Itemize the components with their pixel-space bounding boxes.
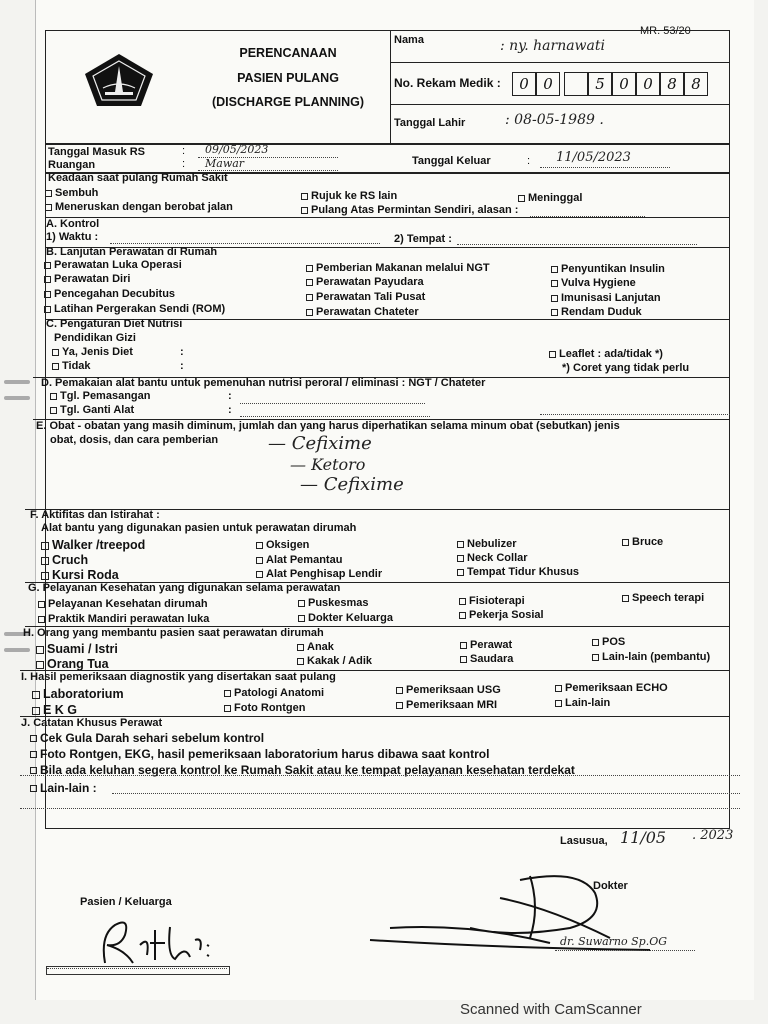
checkbox[interactable] xyxy=(297,658,304,665)
diet-coret-note: *) Coret yang tidak perlu xyxy=(562,362,690,374)
checkbox[interactable] xyxy=(44,291,51,298)
checkbox[interactable] xyxy=(306,279,313,286)
doctor-signature xyxy=(350,868,650,963)
orang-item[interactable]: Kakak / Adik xyxy=(297,655,372,667)
kontrol-waktu: 1) Waktu : xyxy=(46,231,99,243)
checkbox[interactable] xyxy=(36,661,44,669)
obat-entry[interactable]: — Ketoro xyxy=(290,455,366,474)
lanjutan-item[interactable]: Rendam Duduk xyxy=(551,306,642,318)
pelayanan-label: G. Pelayanan Kesehatan yang digunakan selama perawatan xyxy=(28,582,341,594)
checkbox[interactable] xyxy=(551,280,558,287)
tgl-pemasangan[interactable]: Tgl. Pemasangan xyxy=(50,390,150,402)
checkbox[interactable] xyxy=(555,685,562,692)
pelayanan-item[interactable]: Speech terapi xyxy=(622,592,704,604)
aktifitas-label: F. Aktifitas dan Istirahat : xyxy=(30,509,160,521)
keadaan-opt-jalan[interactable]: Meneruskan dengan berobat jalan xyxy=(45,201,233,213)
diagnostik-label: I. Hasil pemeriksaan diagnostik yang disertakan saat pulang xyxy=(21,671,336,683)
checkbox[interactable] xyxy=(38,601,45,608)
checkbox[interactable] xyxy=(457,541,464,548)
pelayanan-item[interactable]: Praktik Mandiri perawatan luka xyxy=(38,613,209,625)
rm-digit: 8 xyxy=(684,72,708,96)
checkbox[interactable] xyxy=(41,542,49,550)
hospital-logo xyxy=(83,52,155,113)
tgl-ganti-alat[interactable]: Tgl. Ganti Alat xyxy=(50,404,134,416)
rm-digit: 0 xyxy=(536,72,560,96)
checkbox[interactable] xyxy=(38,616,45,623)
catatan-label: J. Catatan Khusus Perawat xyxy=(21,717,163,729)
diet-tidak[interactable]: Tidak xyxy=(52,360,91,372)
dokter-label: Dokter xyxy=(593,880,628,892)
pelayanan-item[interactable]: Pelayanan Kesehatan dirumah xyxy=(38,598,208,610)
checkbox[interactable] xyxy=(459,598,466,605)
checkbox[interactable] xyxy=(44,276,51,283)
checkbox[interactable] xyxy=(50,407,57,414)
diet-label: C. Pengaturan Diet Nutrisi xyxy=(46,318,183,330)
lanjutan-item[interactable]: Imunisasi Lanjutan xyxy=(551,292,661,304)
ruangan-value[interactable]: Mawar xyxy=(205,157,245,170)
aktifitas-item[interactable]: Tempat Tidur Khusus xyxy=(457,566,579,578)
lanjutan-label: B. Lanjutan Perawatan di Rumah xyxy=(46,246,218,258)
obat-entry[interactable]: — Cefixime xyxy=(268,433,372,454)
keadaan-opt-aps[interactable]: Pulang Atas Permintan Sendiri, alasan : xyxy=(301,204,518,216)
lanjutan-item[interactable]: Pemberian Makanan melalui NGT xyxy=(306,262,490,274)
alat-bantu-label: D. Pemakaian alat bantu untuk pemenuhan nutrisi peroral / eliminasi : NGT / Chateter xyxy=(41,377,486,389)
camscanner-watermark: Scanned with CamScanner xyxy=(460,1001,642,1018)
orang-item[interactable]: POS xyxy=(592,636,625,648)
tanggal-lahir-label: Tanggal Lahir xyxy=(394,117,466,129)
catatan-item[interactable]: Foto Rontgen, EKG, hasil pemeriksaan laboratorium harus dibawa saat kontrol xyxy=(30,747,489,761)
nama-value[interactable]: : ny. harnawati xyxy=(500,38,605,54)
catatan-item[interactable]: Lain-lain : xyxy=(30,781,97,795)
checkbox[interactable] xyxy=(256,571,263,578)
keadaan-opt-meninggal[interactable]: Meninggal xyxy=(518,192,582,204)
checkbox[interactable] xyxy=(301,193,308,200)
orang-item[interactable]: Perawat xyxy=(460,639,512,651)
orang-item[interactable]: Saudara xyxy=(460,653,513,665)
rm-digit: 5 xyxy=(588,72,612,96)
pelayanan-item[interactable]: Fisioterapi xyxy=(459,595,525,607)
lanjutan-item[interactable]: Perawatan Payudara xyxy=(306,276,424,288)
keadaan-label: Keadaan saat pulang Rumah Sakit xyxy=(48,172,228,184)
obat-entry[interactable]: — Cefixime xyxy=(300,474,404,495)
checkbox[interactable] xyxy=(460,642,467,649)
lanjutan-item[interactable]: Penyuntikan Insulin xyxy=(551,263,665,275)
rm-digit xyxy=(564,72,588,96)
kontrol-tempat: 2) Tempat : xyxy=(394,233,452,245)
lanjutan-item[interactable]: Perawatan Luka Operasi xyxy=(44,259,182,271)
aktifitas-item[interactable]: Alat Penghisap Lendir xyxy=(256,568,382,580)
aktifitas-item[interactable]: Neck Collar xyxy=(457,552,528,564)
checkbox[interactable] xyxy=(592,654,599,661)
diagnostik-item[interactable]: Laboratorium xyxy=(32,687,124,701)
catatan-item[interactable]: Cek Gula Darah sehari sebelum kontrol xyxy=(30,731,264,745)
checkbox[interactable] xyxy=(622,595,629,602)
checkbox[interactable] xyxy=(30,767,37,774)
place-date-label: Lasusua, xyxy=(560,835,608,847)
diagnostik-item[interactable]: E K G xyxy=(32,703,77,717)
aktifitas-item[interactable]: Bruce xyxy=(622,536,663,548)
checkbox[interactable] xyxy=(36,646,44,654)
lanjutan-item[interactable]: Perawatan Diri xyxy=(44,273,130,285)
checkbox[interactable] xyxy=(30,751,37,758)
checkbox[interactable] xyxy=(45,204,52,211)
doctor-name-handwritten: dr. Suwarno Sp.OG xyxy=(560,935,668,948)
tanggal-masuk-label: Tanggal Masuk RS xyxy=(48,146,145,158)
checkbox[interactable] xyxy=(460,656,467,663)
checkbox[interactable] xyxy=(52,363,59,370)
lanjutan-item[interactable]: Pencegahan Decubitus xyxy=(44,288,175,300)
orang-item[interactable]: Lain-lain (pembantu) xyxy=(592,651,710,663)
aktifitas-item[interactable]: Walker /treepod xyxy=(41,538,145,552)
checkbox[interactable] xyxy=(306,294,313,301)
checkbox[interactable] xyxy=(224,705,231,712)
checkbox[interactable] xyxy=(549,351,556,358)
tanggal-lahir-value[interactable]: : 08-05-1989 . xyxy=(505,112,604,128)
orang-label: H. Orang yang membantu pasien saat perawatan dirumah xyxy=(23,627,324,639)
checkbox[interactable] xyxy=(396,702,403,709)
nama-label: Nama xyxy=(394,34,424,46)
tanggal-masuk-value[interactable]: 09/05/2023 xyxy=(205,143,269,156)
diagnostik-item[interactable]: Patologi Anatomi xyxy=(224,687,324,699)
checkbox[interactable] xyxy=(592,639,599,646)
rm-digit: 8 xyxy=(660,72,684,96)
lanjutan-item[interactable]: Perawatan Chateter xyxy=(306,306,419,318)
checkbox[interactable] xyxy=(555,700,562,707)
tanggal-keluar-value[interactable]: 11/05/2023 xyxy=(556,150,631,165)
diagnostik-item[interactable]: Pemeriksaan USG xyxy=(396,684,501,696)
checkbox[interactable] xyxy=(44,306,51,313)
ruangan-label: Ruangan xyxy=(48,159,96,171)
orang-item[interactable]: Suami / Istri xyxy=(36,642,118,656)
diagnostik-item[interactable]: Foto Rontgen xyxy=(224,702,305,714)
checkbox[interactable] xyxy=(50,393,57,400)
checkbox[interactable] xyxy=(306,309,313,316)
checkbox[interactable] xyxy=(256,557,263,564)
checkbox[interactable] xyxy=(622,539,629,546)
aktifitas-item[interactable]: Nebulizer xyxy=(457,538,517,550)
keadaan-opt-rujuk[interactable]: Rujuk ke RS lain xyxy=(301,190,397,202)
diagnostik-item[interactable]: Pemeriksaan ECHO xyxy=(555,682,668,694)
checkbox[interactable] xyxy=(396,687,403,694)
checkbox[interactable] xyxy=(52,349,59,356)
checkbox[interactable] xyxy=(306,265,313,272)
checkbox[interactable] xyxy=(551,295,558,302)
orang-item[interactable]: Anak xyxy=(297,641,334,653)
checkbox[interactable] xyxy=(518,195,525,202)
lanjutan-item[interactable]: Vulva Hygiene xyxy=(551,277,636,289)
rekam-medik-boxes[interactable] xyxy=(512,72,708,96)
catatan-item[interactable]: Bila ada keluhan segera kontrol ke Rumah Sakit atau ke tempat pelayanan kesehatan terdekat xyxy=(30,763,575,777)
checkbox[interactable] xyxy=(457,569,464,576)
obat-label-line-2: obat, dosis, dan cara pemberian xyxy=(50,434,219,446)
checkbox[interactable] xyxy=(551,309,558,316)
rm-digit: 0 xyxy=(512,72,536,96)
checkbox[interactable] xyxy=(256,542,263,549)
obat-label-line-1: E. Obat - obatan yang masih diminum, jumlah dan yang harus diperhatikan selama minum obat (sebutkan) jenis xyxy=(36,420,620,432)
diet-sub: Pendidikan Gizi xyxy=(54,332,136,344)
diagnostik-item[interactable]: Pemeriksaan MRI xyxy=(396,699,497,711)
checkbox[interactable] xyxy=(32,691,40,699)
aktifitas-item[interactable]: Kursi Roda xyxy=(41,568,119,582)
checkbox[interactable] xyxy=(30,785,37,792)
diet-ya[interactable]: Ya, Jenis Diet xyxy=(52,346,133,358)
checkbox[interactable] xyxy=(298,615,305,622)
checkbox[interactable] xyxy=(301,207,308,214)
aktifitas-item[interactable]: Alat Pemantau xyxy=(256,554,342,566)
tanggal-keluar-label: Tanggal Keluar xyxy=(412,155,491,167)
checkbox[interactable] xyxy=(457,555,464,562)
checkbox[interactable] xyxy=(551,266,558,273)
lanjutan-item[interactable]: Latihan Pergerakan Sendi (ROM) xyxy=(44,303,225,315)
checkbox[interactable] xyxy=(297,644,304,651)
checkbox[interactable] xyxy=(224,690,231,697)
scanned-page: MR. 53/20 PERENCANAAN PASIEN PULANG (DISCHARGE PLANNING) Nama : ny. harnawati No. Rekam Medik : 0 0 5 0 0 8 8 Tanggal Lahir : 08-05-1989 . Tanggal Masuk RS : 09/05/2023 Ruangan : Mawar Tanggal Keluar : 11/05/2023 Keadaan saat pulang Rumah Sakit Sembuh Meneruskan dengan berobat jalan Rujuk ke RS lain Pulang Atas Permintan Sendiri, alasan : Meninggal A. Kontrol 1) Waktu : 2) Tempat : B. Lanjutan Perawatan di Rumah Perawatan Luka Operasi Perawatan Diri Pencegahan Decubitus Latihan Pergerakan Sendi (ROM) Pemberian Makanan melalui NGT Perawatan Payudara Perawatan Tali Pusat Perawatan Chateter Penyuntikan Insulin Vulva Hygiene Imunisasi Lanjutan Rendam Duduk C. Pengaturan Diet Nutrisi Pendidikan Gizi Ya, Jenis Diet : Tidak : Leaflet : ada/tidak *) *) Coret yang tidak perlu D. Pemakaian alat bantu untuk pemenuhan nutrisi peroral / eliminasi : NGT / Chateter Tgl. Pemasangan : Tgl. Ganti Alat : E. Obat - obatan yang masih diminum, jumlah dan yang harus diperhatikan selama minum obat (sebutkan) jenis obat, dosis, dan cara pemberian — Cefixime — Ketoro — Cefixime F. Aktifitas dan Istirahat : Alat bantu yang digunakan pasien untuk perawatan dirumah Walker /treepod Cruch Kursi Roda Oksigen Alat Pemantau Alat Penghisap Lendir Nebulizer Neck Collar Tempat Tidur Khusus Bruce G. Pelayanan Kesehatan yang digunakan selama perawatan Pelayanan Kesehatan dirumah Praktik Mandiri perawatan luka Puskesmas Dokter Keluarga Fisioterapi Pekerja Sosial Speech terapi H. Orang yang membantu pasien saat perawatan dirumah Suami / Istri Orang Tua Anak Kakak / Adik Perawat Saudara POS Lain-lain (pembantu) I. Hasil pemeriksaan diagnostik yang disertakan saat pulang Laboratorium E K G Patologi Anatomi Foto Rontgen Pemeriksaan USG Pemeriksaan MRI Pemeriksaan ECHO Lain-lain J. Catatan Khusus Perawat Cek Gula Darah sehari sebelum kontrol Foto Rontgen, EKG, hasil pemeriksaan laboratorium harus dibawa saat kontrol Bila ada keluhan segera kontrol ke Rumah Sakit atau ke tempat pelayanan kesehatan terdekat Lain-lain : Lasusua, 11/05 . 2023 Dokter dr. Suwarno Sp.OG Pasien / Keluarga Scanned with CamScanner xyxy=(0,0,768,1024)
form-title-line-3: (DISCHARGE PLANNING) xyxy=(211,95,365,109)
date-handwritten[interactable]: 11/05 xyxy=(620,828,667,847)
checkbox[interactable] xyxy=(298,600,305,607)
checkbox[interactable] xyxy=(30,735,37,742)
pelayanan-item[interactable]: Puskesmas xyxy=(298,597,369,609)
checkbox[interactable] xyxy=(41,572,49,580)
checkbox[interactable] xyxy=(459,612,466,619)
checkbox[interactable] xyxy=(45,190,52,197)
form-title-line-1: PERENCANAAN xyxy=(239,46,337,60)
keadaan-opt-sembuh[interactable]: Sembuh xyxy=(45,187,98,199)
orang-item[interactable]: Orang Tua xyxy=(36,657,109,671)
year-handwritten[interactable]: . 2023 xyxy=(692,828,734,843)
binder-clip xyxy=(4,648,30,652)
lanjutan-item[interactable]: Perawatan Tali Pusat xyxy=(306,291,425,303)
pelayanan-item[interactable]: Pekerja Sosial xyxy=(459,609,544,621)
form-title-line-2: PASIEN PULANG xyxy=(237,71,339,85)
pelayanan-item[interactable]: Dokter Keluarga xyxy=(298,612,393,624)
checkbox[interactable] xyxy=(44,262,51,269)
checkbox[interactable] xyxy=(41,557,49,565)
binder-clip xyxy=(4,380,30,384)
rm-digit: 0 xyxy=(636,72,660,96)
rekam-medik-label: No. Rekam Medik : xyxy=(394,76,501,90)
diet-leaflet[interactable]: Leaflet : ada/tidak *) xyxy=(549,348,663,360)
checkbox[interactable] xyxy=(32,707,40,715)
diagnostik-item[interactable]: Lain-lain xyxy=(555,697,610,709)
aktifitas-item[interactable]: Cruch xyxy=(41,553,88,567)
rm-digit: 0 xyxy=(612,72,636,96)
form-code: MR. 53/20 xyxy=(640,25,691,37)
aktifitas-sub: Alat bantu yang digunakan pasien untuk perawatan dirumah xyxy=(41,522,357,534)
pasien-label: Pasien / Keluarga xyxy=(80,896,172,908)
kontrol-label: A. Kontrol xyxy=(46,218,100,230)
binder-clip xyxy=(4,396,30,400)
aktifitas-item[interactable]: Oksigen xyxy=(256,539,309,551)
